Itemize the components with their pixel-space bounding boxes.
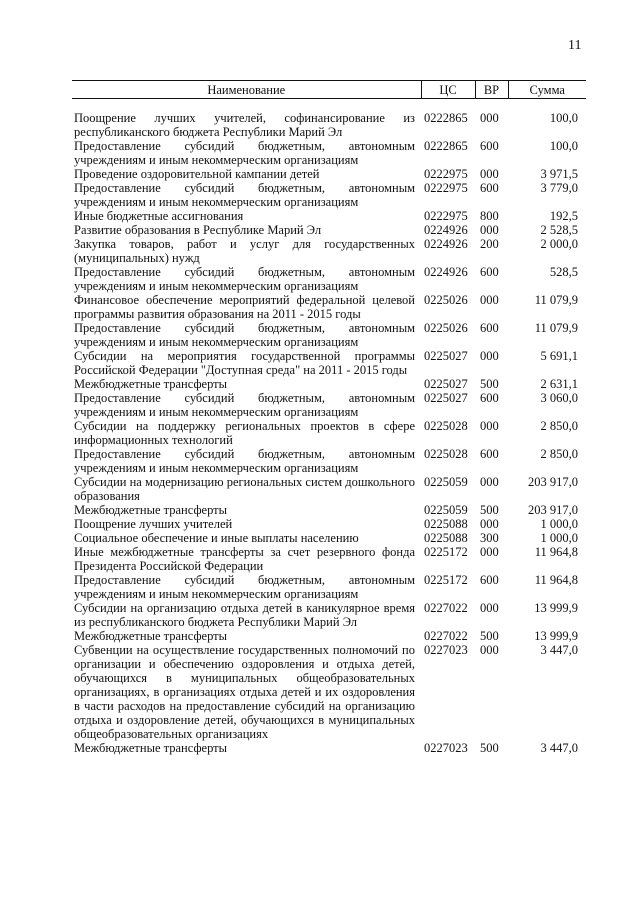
row-vr: 000 (480, 601, 499, 615)
row-sum: 1 000,0 (540, 517, 578, 531)
row-vr: 000 (480, 545, 499, 559)
row-cs: 0222865 (424, 139, 468, 153)
table-row (72, 321, 586, 349)
table-body (72, 99, 586, 756)
row-name: Субсидии на организацию отдыха детей в каникулярное время из республиканского бюджета Республики Марий Эл (74, 601, 415, 629)
table-row (72, 531, 586, 545)
row-sum: 11 079,9 (534, 321, 578, 335)
row-cs: 0225088 (424, 531, 468, 545)
row-cs: 0225059 (424, 503, 468, 517)
row-vr: 000 (480, 111, 499, 125)
header-vr: ВР (475, 81, 508, 99)
row-vr: 500 (480, 741, 499, 755)
table-row (72, 447, 586, 475)
row-name: Предоставление субсидий бюджетным, автономным учреждениям и иным некоммерческим организациям (74, 573, 415, 601)
header-row (72, 81, 586, 99)
row-cs: 0227023 (424, 643, 468, 657)
row-vr: 000 (480, 293, 499, 307)
row-cs: 0224926 (424, 237, 468, 251)
row-sum: 2 850,0 (540, 447, 578, 461)
row-vr: 600 (480, 391, 499, 405)
row-vr: 000 (480, 475, 499, 489)
table-row (72, 139, 586, 167)
row-sum: 203 917,0 (528, 503, 578, 517)
row-vr: 000 (480, 419, 499, 433)
row-name: Предоставление субсидий бюджетным, автономным учреждениям и иным некоммерческим организациям (74, 139, 415, 167)
row-sum: 11 079,9 (534, 293, 578, 307)
row-cs: 0225059 (424, 475, 468, 489)
row-name: Предоставление субсидий бюджетным, автономным учреждениям и иным некоммерческим организациям (74, 265, 415, 293)
row-vr: 600 (480, 321, 499, 335)
row-sum: 2 000,0 (540, 237, 578, 251)
row-vr: 300 (480, 531, 499, 545)
row-vr: 500 (480, 377, 499, 391)
row-cs: 0222975 (424, 181, 468, 195)
row-sum: 528,5 (549, 265, 578, 279)
row-name: Предоставление субсидий бюджетным, автономным учреждениям и иным некоммерческим организациям (74, 321, 415, 349)
table-row (72, 629, 586, 643)
row-sum: 1 000,0 (540, 531, 578, 545)
table-row (72, 503, 586, 517)
row-name: Межбюджетные трансферты (74, 741, 228, 755)
row-cs: 0225026 (424, 293, 468, 307)
row-name: Закупка товаров, работ и услуг для государственных (муниципальных) нужд (74, 237, 415, 265)
row-cs: 0222865 (424, 111, 468, 125)
row-vr: 000 (480, 223, 499, 237)
row-vr: 000 (480, 167, 499, 181)
table-row (72, 237, 586, 265)
row-vr: 600 (480, 139, 499, 153)
row-name: Поощрение лучших учителей, софинансирование из республиканского бюджета Республики Марий Эл (74, 111, 415, 139)
row-cs: 0222975 (424, 209, 468, 223)
row-cs: 0225027 (424, 349, 468, 363)
row-sum: 192,5 (549, 209, 578, 223)
row-name: Развитие образования в Республике Марий Эл (74, 223, 322, 237)
row-cs: 0225027 (424, 377, 468, 391)
row-vr: 500 (480, 629, 499, 643)
row-sum: 3 060,0 (540, 391, 578, 405)
row-name: Межбюджетные трансферты (74, 503, 228, 517)
table-row (72, 167, 586, 181)
row-sum: 13 999,9 (534, 629, 578, 643)
row-vr: 600 (480, 447, 499, 461)
table-row (72, 99, 586, 140)
row-vr: 000 (480, 643, 499, 657)
row-sum: 2 631,1 (540, 377, 578, 391)
row-sum: 3 971,5 (540, 167, 578, 181)
table-row (72, 573, 586, 601)
row-name: Субсидии на мероприятия государственной программы Российской Федерации "Доступная среда" на 2011 - 2015 годы (74, 349, 415, 377)
table-row (72, 181, 586, 209)
row-cs: 0225026 (424, 321, 468, 335)
row-cs: 0222975 (424, 167, 468, 181)
row-cs: 0225172 (424, 573, 468, 587)
table-row (72, 293, 586, 321)
row-name: Поощрение лучших учителей (74, 517, 233, 531)
row-sum: 100,0 (549, 111, 578, 125)
row-sum: 11 964,8 (534, 573, 578, 587)
row-name: Межбюджетные трансферты (74, 629, 228, 643)
page-number: 11 (568, 38, 582, 53)
row-name: Предоставление субсидий бюджетным, автономным учреждениям и иным некоммерческим организациям (74, 391, 415, 419)
header-sum: Сумма (508, 81, 586, 99)
row-name: Межбюджетные трансферты (74, 377, 228, 391)
table-row (72, 741, 586, 755)
table-row (72, 419, 586, 447)
table-row (72, 377, 586, 391)
budget-table (72, 80, 586, 755)
row-vr: 000 (480, 349, 499, 363)
row-sum: 5 691,1 (540, 349, 578, 363)
row-name: Предоставление субсидий бюджетным, автономным учреждениям и иным некоммерческим организациям (74, 181, 415, 209)
row-vr: 600 (480, 265, 499, 279)
row-sum: 203 917,0 (528, 475, 578, 489)
row-cs: 0224926 (424, 265, 468, 279)
table-row (72, 265, 586, 293)
row-vr: 600 (480, 181, 499, 195)
row-vr: 000 (480, 517, 499, 531)
row-sum: 11 964,8 (534, 545, 578, 559)
table-header (72, 81, 586, 99)
row-cs: 0227022 (424, 601, 468, 615)
row-sum: 3 447,0 (540, 643, 578, 657)
table-row (72, 209, 586, 223)
table-row (72, 517, 586, 531)
row-name: Субвенции на осуществление государственных полномочий по организации и обеспечению оздоровления и отдыха детей, обучающихся в муниципальных общеобразовательных организациях, в организациях отдыха детей и их оздоровления в части расходов на предоставление субсидий на организацию отдыха и оздоровление детей, обучающихся в муниципальных общеобразовательных организациях (74, 643, 415, 741)
row-name: Субсидии на модернизацию региональных систем дошкольного образования (74, 475, 415, 503)
row-cs: 0227023 (424, 741, 468, 755)
header-name: Наименование (72, 81, 421, 99)
row-sum: 100,0 (549, 139, 578, 153)
row-name: Социальное обеспечение и иные выплаты населению (74, 531, 359, 545)
row-name: Субсидии на поддержку региональных проектов в сфере информационных технологий (74, 419, 415, 447)
row-vr: 600 (480, 573, 499, 587)
row-sum: 3 779,0 (540, 181, 578, 195)
row-cs: 0225172 (424, 545, 468, 559)
row-sum: 2 850,0 (540, 419, 578, 433)
table-row (72, 545, 586, 573)
row-vr: 500 (480, 503, 499, 517)
row-sum: 2 528,5 (540, 223, 578, 237)
row-cs: 0227022 (424, 629, 468, 643)
row-cs: 0225027 (424, 391, 468, 405)
row-vr: 800 (480, 209, 499, 223)
table-row (72, 349, 586, 377)
table-row (72, 223, 586, 237)
header-cs: ЦС (421, 81, 475, 99)
row-name: Иные межбюджетные трансферты за счет резервного фонда Президента Российской Федерации (74, 545, 415, 573)
row-vr: 200 (480, 237, 499, 251)
row-cs: 0225028 (424, 419, 468, 433)
row-cs: 0225088 (424, 517, 468, 531)
row-name: Финансовое обеспечение мероприятий федеральной целевой программы развития образования на 2011 - 2015 годы (74, 293, 415, 321)
row-name: Проведение оздоровительной кампании детей (74, 167, 320, 181)
table-row (72, 643, 586, 741)
table-row (72, 391, 586, 419)
row-sum: 13 999,9 (534, 601, 578, 615)
row-name: Иные бюджетные ассигнования (74, 209, 244, 223)
row-name: Предоставление субсидий бюджетным, автономным учреждениям и иным некоммерческим организациям (74, 447, 415, 475)
table-row (72, 601, 586, 629)
row-cs: 0224926 (424, 223, 468, 237)
row-cs: 0225028 (424, 447, 468, 461)
row-sum: 3 447,0 (540, 741, 578, 755)
table-row (72, 475, 586, 503)
